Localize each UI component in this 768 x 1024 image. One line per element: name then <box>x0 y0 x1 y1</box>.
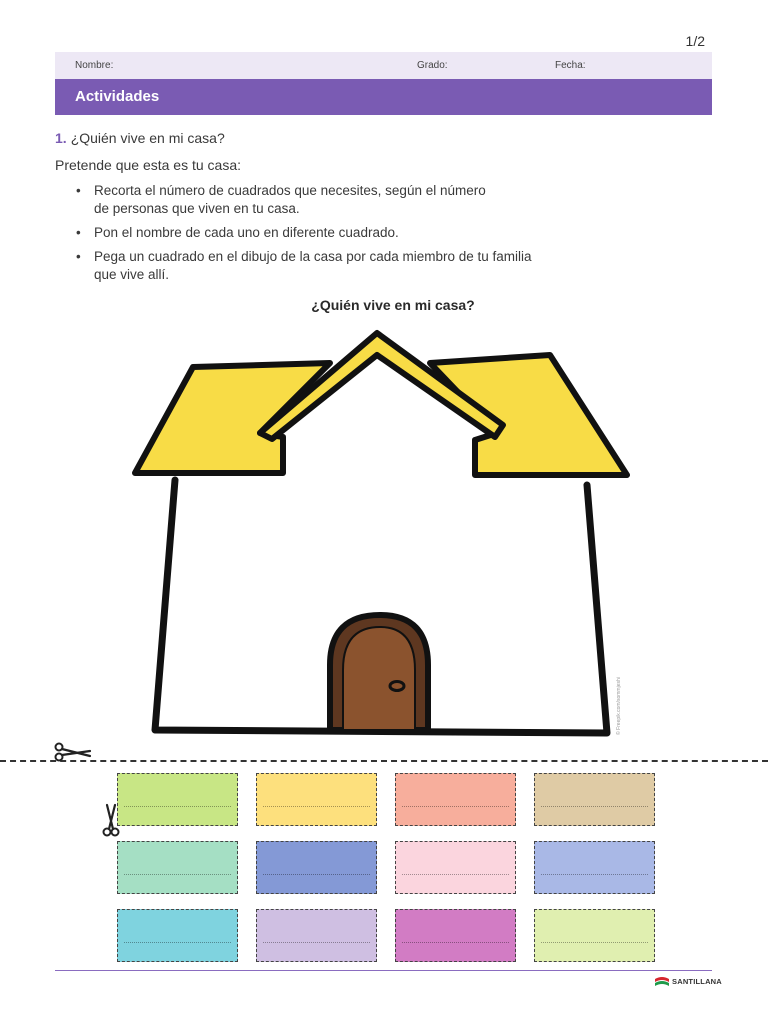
nombre-label: Nombre: <box>75 60 114 71</box>
logo-icon <box>655 976 669 987</box>
cutout-card <box>395 909 516 962</box>
cutout-card <box>534 841 655 894</box>
student-info-bar <box>55 52 712 79</box>
scissors-icon <box>52 742 92 764</box>
fecha-label: Fecha: <box>555 60 586 71</box>
drawing-title: ¿Quién vive en mi casa? <box>311 297 475 313</box>
cutout-card <box>117 841 238 894</box>
writing-line <box>124 874 231 875</box>
list-item: • Recorta el número de cuadrados que necesites, según el número de personas que viven en tu casa. <box>55 182 615 218</box>
footer-divider <box>55 970 712 971</box>
writing-line <box>124 806 231 807</box>
cutout-card <box>117 909 238 962</box>
list-item: • Pega un cuadrado en el dibujo de la casa por cada miembro de tu familia que vive allí. <box>55 248 615 284</box>
writing-line <box>124 942 231 943</box>
santillana-logo <box>655 976 722 987</box>
writing-line <box>263 806 370 807</box>
cutout-card <box>256 909 377 962</box>
question-number: 1. <box>55 130 67 146</box>
cutout-card <box>256 841 377 894</box>
section-title: Actividades <box>55 79 712 115</box>
list-item: • Pon el nombre de cada uno en diferente cuadrado. <box>55 224 615 242</box>
door <box>343 627 415 730</box>
cutout-card <box>256 773 377 826</box>
writing-line <box>263 942 370 943</box>
intro-text: Pretende que esta es tu casa: <box>55 157 242 173</box>
writing-line <box>541 806 648 807</box>
grado-label: Grado: <box>417 60 448 71</box>
page-number: 1/2 <box>685 33 705 49</box>
house-drawing <box>125 325 635 745</box>
writing-line <box>402 874 509 875</box>
cutout-card <box>534 909 655 962</box>
cutout-card <box>395 841 516 894</box>
question-text: ¿Quién vive en mi casa? <box>70 130 225 146</box>
writing-line <box>541 874 648 875</box>
writing-line <box>402 942 509 943</box>
writing-line <box>541 942 648 943</box>
cut-line <box>0 760 768 762</box>
writing-line <box>402 806 509 807</box>
cutout-card <box>534 773 655 826</box>
cutout-card <box>395 773 516 826</box>
instruction-list <box>55 182 615 290</box>
brand-name: SANTILLANA <box>672 977 722 986</box>
writing-line <box>263 874 370 875</box>
image-credit: © Freepik.com/sommjeshi <box>616 677 622 735</box>
question-1 <box>55 130 225 146</box>
cutout-card <box>117 773 238 826</box>
